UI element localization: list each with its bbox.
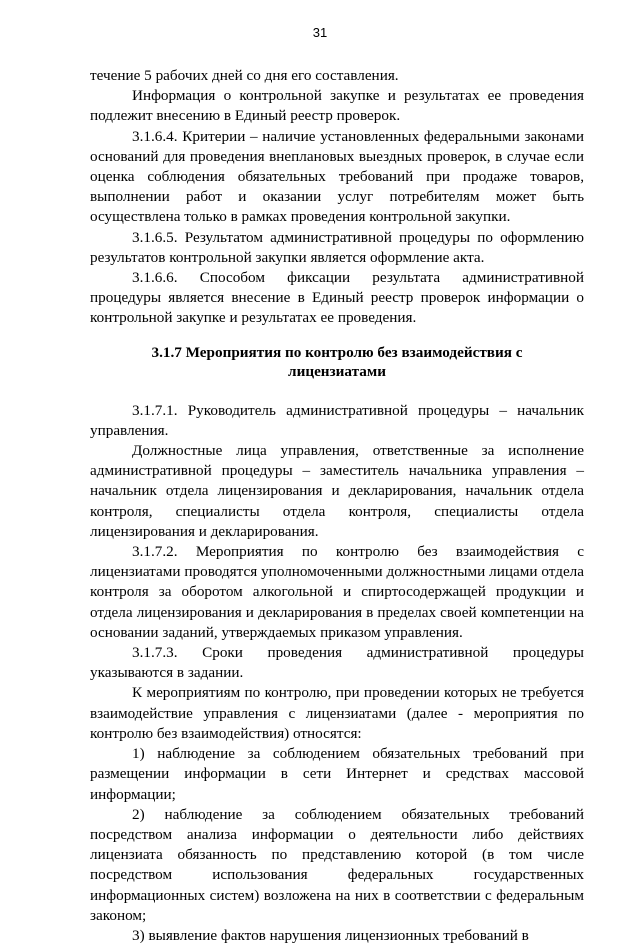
paragraph: К мероприятиям по контролю, при проведении которых не требуется взаимодействие управления с лицензиатами (далее - мероприятия по контролю без взаимодействия) относятся: <box>90 684 584 742</box>
paragraph: течение 5 рабочих дней со дня его составления. <box>90 67 399 84</box>
paragraph: 3.1.7.3. Сроки проведения административной процедуры указываются в задании. <box>90 644 584 682</box>
paragraph: Должностные лица управления, ответственные за исполнение административной процедуры – заместитель начальника управления – начальник отдела лицензирования и декларирования, начальник отдела контроля, специалисты отдела контроля, специалисты отдела лицензирования и декларирования. <box>90 442 584 540</box>
paragraph: Информация о контрольной закупке и результатах ее проведения подлежит внесению в Единый реестр проверок. <box>90 87 584 125</box>
paragraph: 3.1.7.2. Мероприятия по контролю без взаимодействия с лицензиатами проводятся уполномоченными должностными лицами отдела контроля за оборотом алкогольной и спиртосодержащей продукции и отдела лицензирования и декларирования в пределах своей компетенции на основании заданий, утверждаемых приказом управления. <box>90 543 584 641</box>
paragraph: 3.1.6.6. Способом фиксации результата административной процедуры является внесение в Единый реестр проверок информации о контрольной закупке и результатах ее проведения. <box>90 269 584 327</box>
paragraph: 3.1.6.5. Результатом административной процедуры по оформлению результатов контрольной закупки является оформление акта. <box>90 228 584 266</box>
paragraph: 3.1.6.4. Критерии – наличие установленных федеральными законами оснований для проведения внеплановых выездных проверок, в случае если оценка соблюдения обязательных требований при продаже товаров, выполнении работ и оказании услуг потребителям может быть осуществлена только в рамках проведения контрольной закупки. <box>90 127 584 226</box>
section-heading: 3.1.7 Мероприятия по контролю без взаимодействия с лицензиатами <box>151 343 523 380</box>
list-item: 1) наблюдение за соблюдением обязательных требований при размещении информации в сети Интернет и средствах массовой информации; <box>90 745 584 803</box>
page-number: 31 <box>312 25 328 40</box>
document-body <box>90 66 584 946</box>
list-item: 3) выявление фактов нарушения лицензионных требований в <box>132 926 529 944</box>
paragraph: 3.1.7.1. Руководитель административной процедуры – начальник управления. <box>90 401 584 439</box>
list-item: 2) наблюдение за соблюдением обязательных требований посредством анализа информации о деятельности либо действиях лицензиата обязанность по представлению которой (в том числе посредством использования федеральных государственных информационных систем) возложена на них в соответствии с федеральным законом; <box>90 805 584 924</box>
